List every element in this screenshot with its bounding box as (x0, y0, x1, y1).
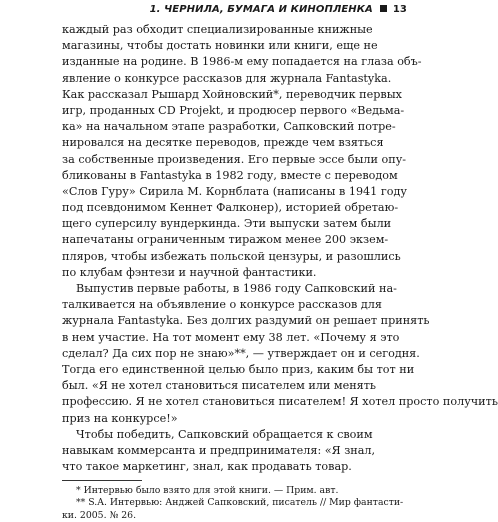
text-line: что такое маркетинг, знал, как продавать товар. (62, 460, 352, 474)
text-line: под псевдонимом Кеннет Фалконер), историей обретаю- (62, 201, 399, 215)
running-header (0, 4, 407, 18)
text-line: ка» на начальном этапе разработки, Сапковский потре- (62, 120, 396, 134)
text-line: был. «Я не хотел становиться писателем или менять (62, 379, 377, 393)
text-line: навыкам коммерсанта и предпринимателя: «Я знал, (62, 443, 376, 457)
text-line: явление о конкурсе рассказов для журнала Fantastyka. (62, 71, 392, 85)
footnote-rule (62, 480, 142, 481)
paragraph (62, 281, 498, 427)
text-line: бликованы в Fantastyka в 1982 году, вместе с переводом (62, 168, 398, 182)
text-line: Тогда его единственной целью было приз, каким бы тот ни (62, 362, 415, 376)
footnote: ки. 2005. № 26. (62, 509, 137, 521)
text-line: приз на конкурсе!» (62, 411, 178, 425)
text-line: щего суперсилу вундеркинда. Эти выпуски затем были (62, 217, 392, 231)
text-line: игр, проданных CD Projekt, и продюсер первого «Ведьма- (62, 103, 405, 117)
text-line: в нем участие. На тот момент ему 38 лет. «Почему я это (62, 330, 400, 344)
text-line: журнала Fantastyka. Без долгих раздумий он решает принять (62, 314, 430, 328)
body-text (62, 22, 498, 522)
text-line: талкивается на объявление о конкурсе рассказов для (62, 298, 382, 312)
text-line: за собственные произведения. Его первые эссе были опу- (62, 152, 407, 166)
footnote: * Интервью было взято для этой книги. — Прим. авт. (76, 485, 339, 497)
text-line: сделал? Да сих пор не знаю»**, — утверждает он и сегодня. (62, 346, 420, 360)
text-line: напечатаны ограниченным тиражом менее 200 экзем- (62, 233, 389, 247)
text-line: магазины, чтобы достать новинки или книги, еще не (62, 39, 378, 53)
text-line: по клубам фэнтези и научной фантастики. (62, 265, 317, 279)
text-line: «Слов Гуру» Сирила М. Корнблата (написаны в 1941 году (62, 184, 407, 198)
paragraph (62, 22, 422, 281)
footnote: ** S.A. Интервью: Анджей Сапковский, писатель // Мир фантасти- (76, 497, 404, 509)
chapter-title: 1. ЧЕРНИЛА, БУМАГА И КИНОПЛЕНКА (149, 4, 373, 15)
text-line: Чтобы победить, Сапковский обращается к своим (76, 427, 373, 441)
text-line: пляров, чтобы избежать польской цензуры, и разошлись (62, 249, 401, 263)
paragraph (62, 427, 376, 476)
header-separator-square (380, 5, 387, 12)
text-line: Как рассказал Рышард Хойновский*, переводчик первых (62, 87, 402, 101)
text-line: изданные на родине. В 1986-м ему попадается на глаза объ- (62, 55, 422, 69)
page-number: 13 (392, 4, 407, 15)
text-line: Выпустив первые работы, в 1986 году Сапковский на- (76, 282, 397, 295)
text-line: каждый раз обходит специализированные книжные (62, 23, 373, 36)
text-line: профессию. Я не хотел становиться писателем! Я хотел просто получить (62, 395, 498, 409)
text-line: нировался на десятке переводов, прежде чем взяться (62, 136, 384, 150)
